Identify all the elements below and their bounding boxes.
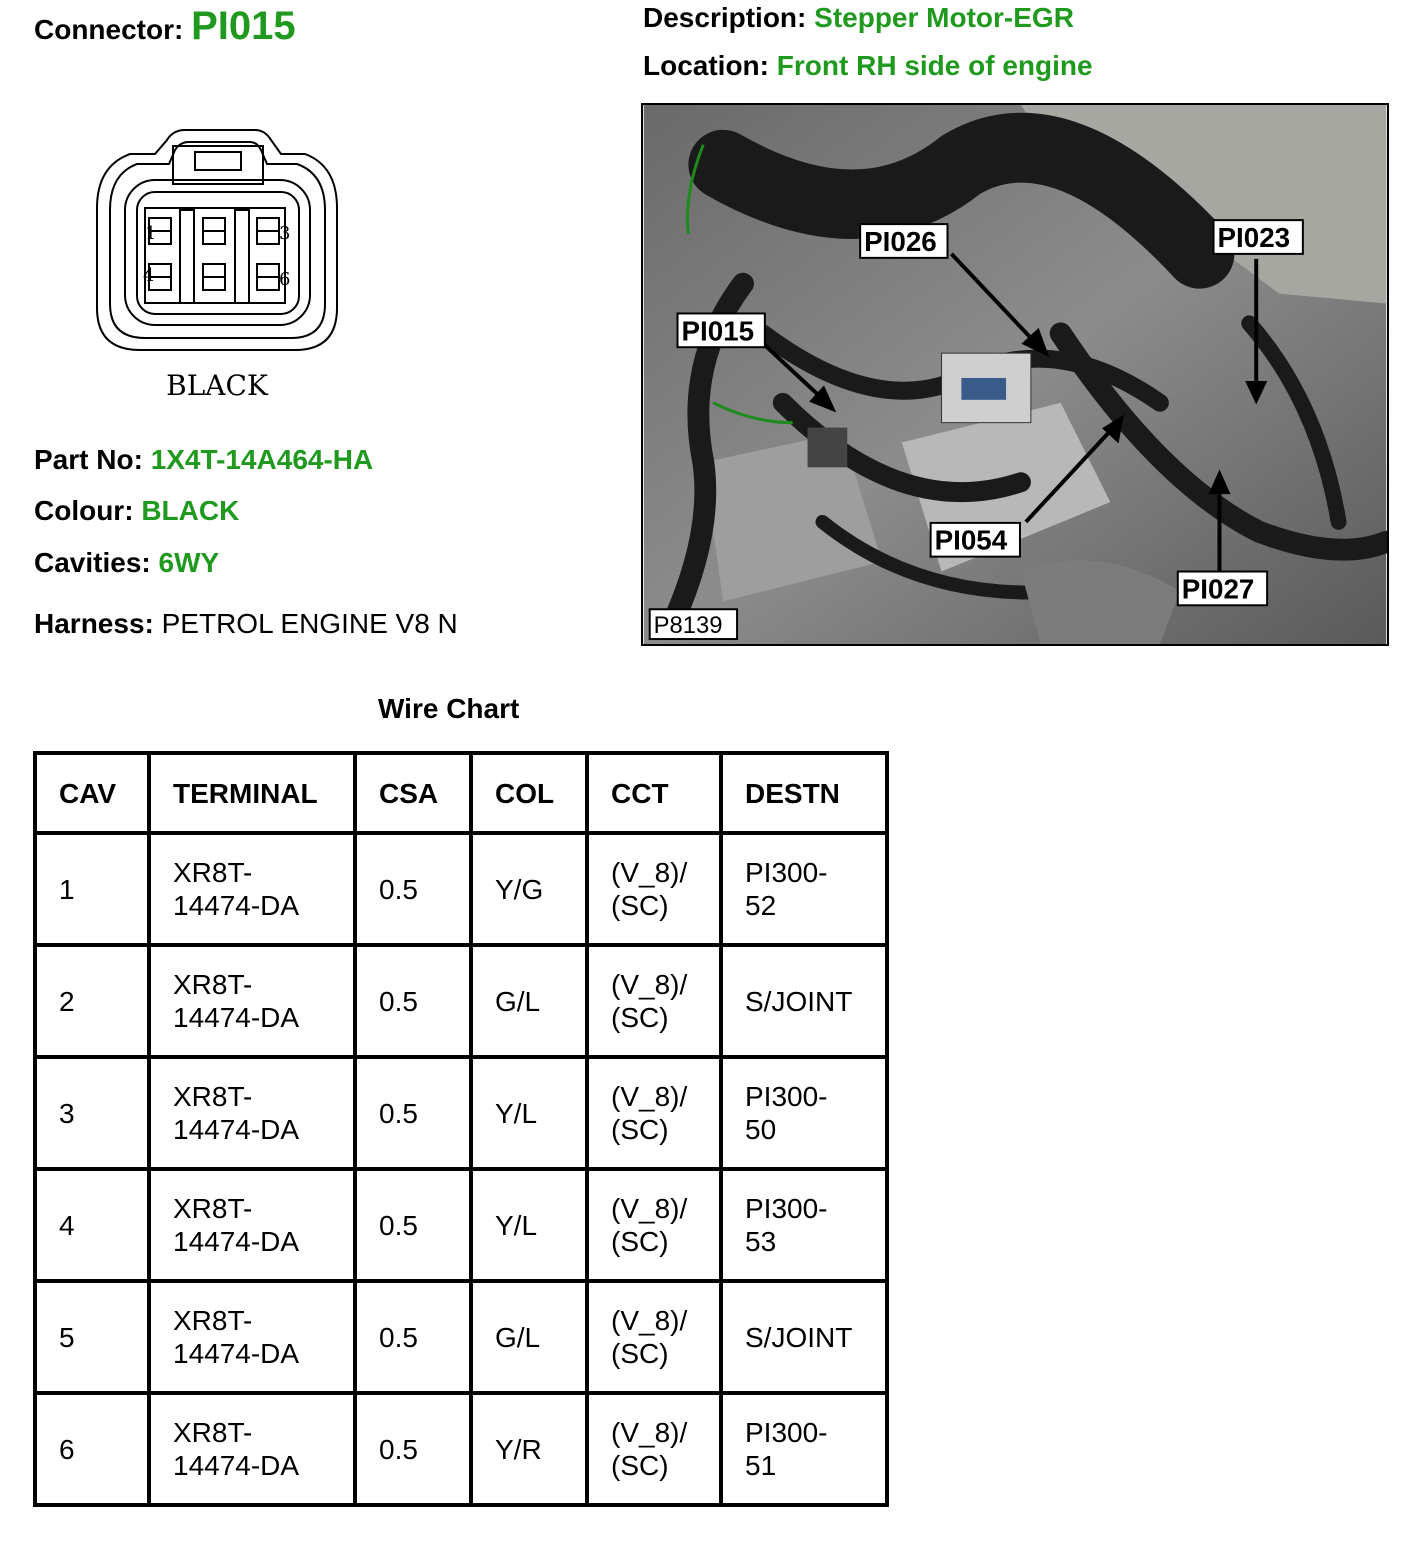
cell-terminal: XR8T- 14474-DA [149, 1281, 355, 1393]
engine-location-photo [641, 103, 1389, 646]
cell-col: G/L [471, 1281, 587, 1393]
cell-terminal: XR8T- 14474-DA [149, 1169, 355, 1281]
cell-destn: S/JOINT [721, 1281, 887, 1393]
diagram-color-label: BLACK [166, 369, 268, 402]
cell-cct: (V_8)/ (SC) [587, 1169, 721, 1281]
header-col: COL [471, 753, 587, 833]
cell-terminal: XR8T- 14474-DA [149, 1393, 355, 1505]
cell-csa: 0.5 [355, 1281, 471, 1393]
cell-terminal: XR8T- 14474-DA [149, 1057, 355, 1169]
pin-label-3: 3 [279, 223, 291, 244]
table-row [35, 1169, 887, 1281]
connector-value: PI015 [191, 4, 296, 48]
wire-chart-title: Wire Chart [378, 693, 520, 724]
photo-reference: P8139 [653, 612, 723, 640]
colour-field [34, 495, 239, 527]
cell-destn: PI300- 52 [721, 833, 887, 945]
table-row [35, 1393, 887, 1505]
callout-pi026: PI026 [864, 225, 937, 257]
cell-col: Y/L [471, 1169, 587, 1281]
connector-face-diagram [85, 118, 350, 418]
cavities-label: Cavities: [34, 547, 151, 578]
description-label: Description: [643, 2, 807, 33]
location-value: Front RH side of engine [776, 50, 1093, 81]
header-cav: CAV [35, 753, 149, 833]
part-no-value: 1X4T-14A464-HA [150, 444, 374, 475]
location-label: Location: [643, 50, 769, 81]
connector-label: Connector: [34, 14, 184, 45]
cell-csa: 0.5 [355, 1057, 471, 1169]
cavities-value: 6WY [158, 547, 220, 578]
cell-destn: S/JOINT [721, 945, 887, 1057]
callout-pi023: PI023 [1217, 221, 1291, 253]
table-row [35, 945, 887, 1057]
cell-cav: 4 [35, 1169, 149, 1281]
harness-label: Harness: [34, 608, 154, 639]
connector-field [34, 4, 296, 49]
cell-cct: (V_8)/ (SC) [587, 1393, 721, 1505]
colour-value: BLACK [141, 495, 240, 526]
cell-cav: 2 [35, 945, 149, 1057]
cell-col: Y/R [471, 1393, 587, 1505]
location-field [643, 50, 1093, 82]
callout-pi054: PI054 [934, 524, 1008, 556]
wire-chart-table [33, 751, 889, 1507]
cell-col: Y/G [471, 833, 587, 945]
harness-field [34, 608, 458, 640]
table-row [35, 1057, 887, 1169]
cell-col: Y/L [471, 1057, 587, 1169]
cell-cct: (V_8)/ (SC) [587, 945, 721, 1057]
table-row [35, 1281, 887, 1393]
part-no-label: Part No: [34, 444, 143, 475]
header-cct: CCT [587, 753, 721, 833]
part-no-field [34, 444, 373, 476]
cell-cav: 1 [35, 833, 149, 945]
cell-cav: 6 [35, 1393, 149, 1505]
cell-terminal: XR8T- 14474-DA [149, 833, 355, 945]
cell-csa: 0.5 [355, 945, 471, 1057]
cell-col: G/L [471, 945, 587, 1057]
pin-label-1: 1 [145, 223, 157, 244]
cell-destn: PI300- 50 [721, 1057, 887, 1169]
cell-csa: 0.5 [355, 833, 471, 945]
colour-label: Colour: [34, 495, 134, 526]
cavities-field [34, 547, 219, 579]
table-row [35, 833, 887, 945]
cell-destn: PI300- 51 [721, 1393, 887, 1505]
header-terminal: TERMINAL [149, 753, 355, 833]
callout-pi015: PI015 [681, 315, 755, 347]
description-value: Stepper Motor-EGR [814, 2, 1074, 33]
cell-csa: 0.5 [355, 1393, 471, 1505]
cell-destn: PI300- 53 [721, 1169, 887, 1281]
table-header-row [35, 753, 887, 833]
pin-label-4: 4 [143, 265, 155, 286]
cell-csa: 0.5 [355, 1169, 471, 1281]
cell-cav: 5 [35, 1281, 149, 1393]
cell-cct: (V_8)/ (SC) [587, 833, 721, 945]
cell-terminal: XR8T- 14474-DA [149, 945, 355, 1057]
cell-cav: 3 [35, 1057, 149, 1169]
cell-cct: (V_8)/ (SC) [587, 1281, 721, 1393]
harness-value: PETROL ENGINE V8 N [161, 608, 458, 639]
header-destn: DESTN [721, 753, 887, 833]
cell-cct: (V_8)/ (SC) [587, 1057, 721, 1169]
pin-label-6: 6 [279, 269, 291, 290]
header-csa: CSA [355, 753, 471, 833]
description-field [643, 2, 1074, 34]
callout-pi027: PI027 [1181, 573, 1255, 605]
